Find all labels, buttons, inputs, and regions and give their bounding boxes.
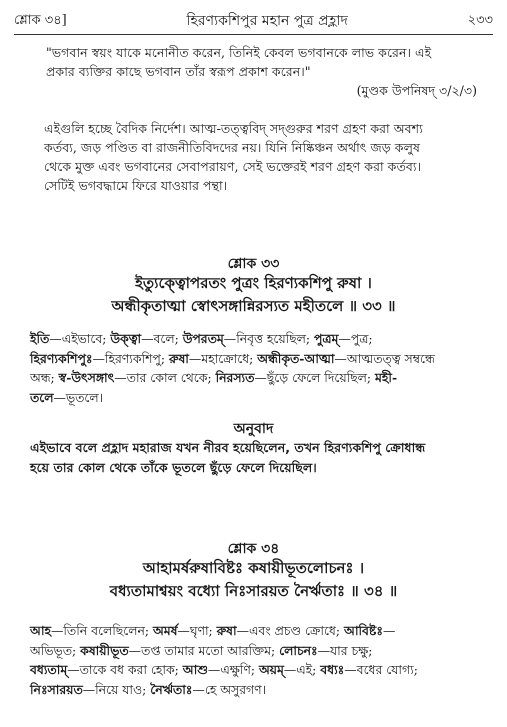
sanskrit-term: আবিষ্টঃ	[344, 623, 383, 638]
sanskrit-term: পুত্রম্	[314, 331, 339, 346]
sanskrit-term: কষায়ীভূত	[80, 642, 129, 658]
term-meaning: —ভূতলে।	[53, 389, 104, 405]
synonyms-block	[30, 621, 479, 699]
sanskrit-term: ইতি	[30, 331, 50, 346]
purport-line: কর্তব্য, জড় পণ্ডিত বা রাজনীতিবিদদের নয়। যিনি নিষ্কিঞ্চন অর্থাৎ জড় কলুষ	[44, 140, 420, 155]
verse-text	[20, 557, 487, 603]
term-meaning: —নিবৃত্ত হয়েছিল;	[223, 331, 315, 346]
term-meaning: —তপ্ত তামার মতো আরক্তিম;	[128, 642, 280, 658]
term-meaning: —এই;	[283, 662, 321, 677]
verse-line: বধ্যতামাশ্বয়ং বধ্যো নিঃসারয়ত নৈর্ঋতাঃ ॥ ৩৪ ॥	[109, 582, 398, 600]
term-meaning: —তিনি বলেছিলেন;	[50, 623, 153, 638]
synonym-line	[30, 368, 479, 388]
quote-block	[46, 43, 479, 81]
running-header	[14, 10, 493, 32]
translation-line: হয়ে তার কোল থেকে তাঁকে ভূতলে ছুঁড়ে ফেলে দিয়েছিল।	[30, 460, 317, 475]
verse-line: ইত্যুক্ত্বোপরতং পুত্রং হিরণ্যকশিপু রুষা ।	[135, 274, 372, 292]
purport-paragraph	[30, 119, 479, 195]
sanskrit-term: আশু	[182, 662, 208, 677]
sanskrit-term: অয়ম্	[258, 662, 284, 677]
sanskrit-term: রুষা	[216, 623, 237, 638]
synonym-line	[30, 641, 479, 661]
purport-line: থেকে মুক্ত এবং ভগবানের সেবাপরায়ণ, সেই ভক্তেরই শরণ গ্রহণ করা কর্তব্য।	[44, 159, 422, 174]
translation-line: এইভাবে বলে প্রহ্লাদ মহারাজ যখন নীরব হয়েছিলেন, তখন হিরণ্যকশিপু ক্রোধান্ধ	[30, 440, 426, 455]
sanskrit-term: তলে	[30, 389, 54, 405]
page-number: ২৩৩	[467, 12, 493, 28]
term-meaning: অভিভূত;	[30, 642, 81, 658]
sanskrit-term: নৈর্ঋতাঃ	[150, 681, 193, 697]
synonym-line	[30, 660, 479, 680]
quote-line: "ভগবান স্বয়ং যাকে মনোনীত করেন, তিনিই কেবল ভগবানকে লাভ করেন। এই	[46, 45, 432, 60]
sanskrit-term: লোচনঃ	[279, 642, 318, 658]
purport-line: এইগুলি হচ্ছে বৈদিক নির্দেশ। আত্ম-তত্ত্ববিদ্ সদ্গুরুর শরণ গ্রহণ করা অবশ্য	[44, 121, 423, 136]
header-title: হিরণ্যকশিপুর মহান পুত্র প্রহ্লাদ	[186, 13, 348, 29]
synonyms-block	[30, 329, 479, 407]
term-meaning: অন্ধ;	[30, 370, 59, 385]
sanskrit-term: বধ্যঃ	[320, 662, 345, 677]
sanskrit-term: স্ব-উৎসঙ্গাৎ	[58, 370, 115, 385]
synonym-line	[30, 680, 479, 700]
sanskrit-term: অন্ধীকৃত-আত্মা	[257, 350, 335, 366]
purport-line: সেটিই ভগবদ্ধামে ফিরে যাওয়ার পন্থা।	[44, 178, 228, 193]
verse-heading: শ্লোক ৩৪	[227, 541, 280, 557]
translation-paragraph	[30, 438, 479, 478]
verse-heading: শ্লোক ৩৩	[227, 256, 280, 272]
sanskrit-term: রুষা	[168, 350, 189, 366]
synonym-line	[30, 329, 479, 349]
term-meaning: —ছুঁড়ে ফেলে দিয়েছিল;	[254, 370, 376, 385]
term-meaning: —যার চক্ষু;	[317, 642, 373, 658]
verse-text	[20, 272, 487, 318]
term-meaning: —হিরণ্যকশিপু;	[92, 350, 169, 366]
sanskrit-term: আহ	[30, 623, 51, 638]
term-meaning: —পুত্র;	[338, 331, 373, 346]
term-meaning: —মহাক্রোধে;	[188, 350, 258, 366]
sanskrit-term: মহী-	[375, 370, 398, 385]
quote-line: প্রকার ব্যক্তির কাছে ভগবান তাঁর স্বরূপ প্রকাশ করেন।"	[46, 64, 311, 79]
sanskrit-term: অমর্ষ	[152, 623, 178, 638]
verse-line: অন্ধীকৃতাত্মা স্বোৎসঙ্গান্নিরস্যত মহীতলে ॥ ৩৩ ॥	[111, 297, 396, 315]
term-meaning: —বধের যোগ্য;	[344, 662, 418, 677]
term-meaning: —এক্ষুণি;	[207, 662, 259, 677]
term-meaning: —বলে;	[141, 331, 183, 346]
translation-heading: অনুবাদ	[233, 421, 274, 437]
term-meaning: —এবং প্রচণ্ড ক্রোধে;	[236, 623, 344, 638]
term-meaning: —নিয়ে যাও;	[82, 681, 151, 697]
sanskrit-term: উপরতম্	[182, 331, 224, 346]
term-meaning: —তাকে বধ করা হোক;	[67, 662, 183, 677]
term-meaning: —	[382, 623, 396, 638]
synonym-line	[30, 621, 479, 641]
term-meaning: —আত্মতত্ত্ব সম্বন্ধে	[334, 350, 435, 366]
term-meaning: —ঘৃণা;	[177, 623, 217, 638]
verse-line: আহামর্ষরুষাবিষ্টঃ কষায়ীভূতলোচনঃ ।	[142, 559, 365, 577]
sanskrit-term: উক্ত্বা	[110, 331, 142, 346]
sanskrit-term: নিরস্যত	[215, 370, 255, 385]
term-meaning: —হে অসুরগণ।	[192, 681, 267, 697]
sanskrit-term: নিঃসারয়ত	[30, 681, 83, 697]
sanskrit-term: হিরণ্যকশিপুঃ	[30, 350, 93, 366]
header-rule	[14, 34, 493, 35]
synonym-line	[30, 388, 479, 408]
sanskrit-term: বধ্যতাম্	[30, 662, 68, 677]
header-verse-ref: শ্লোক ৩৪]	[14, 12, 67, 28]
synonym-line	[30, 349, 479, 369]
term-meaning: —তার কোল থেকে;	[114, 370, 216, 385]
quote-citation: (মুণ্ডক উপনিষদ্ ৩/২/৩)	[356, 83, 477, 98]
term-meaning: —এইভাবে;	[49, 331, 111, 346]
